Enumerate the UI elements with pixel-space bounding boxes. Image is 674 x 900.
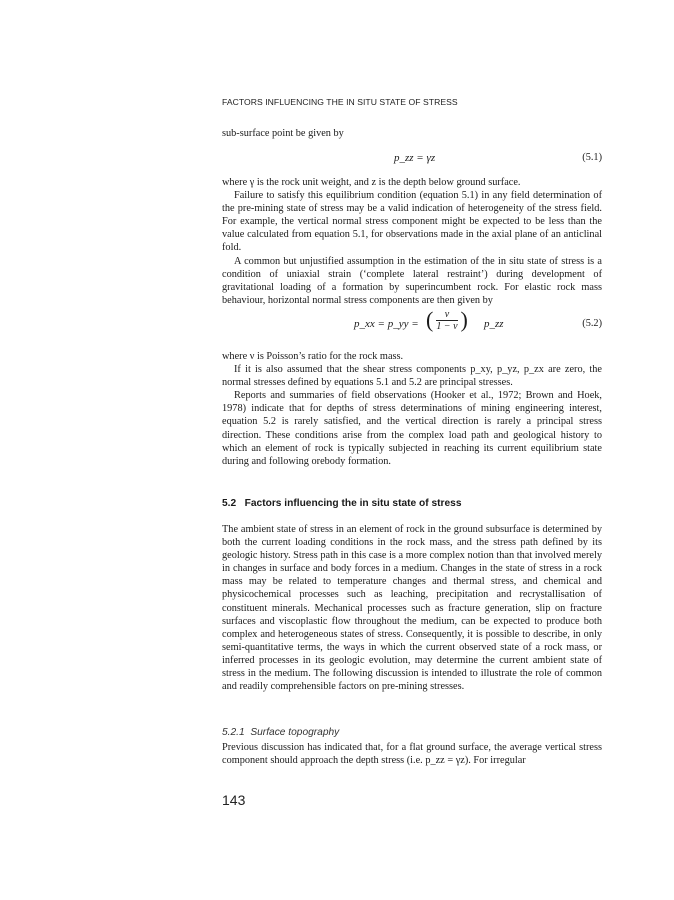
intro-line: sub-surface point be given by bbox=[222, 128, 344, 139]
subsection-number: 5.2.1 bbox=[222, 727, 245, 738]
paragraph-shear: If it is also assumed that the shear stress components p_xy, p_yz, p_zx are zero, the normal stresses defined by equations 5.1 and 5.2 are principal stresses. bbox=[222, 364, 602, 389]
equation-5-2-numerator: ν bbox=[436, 309, 457, 321]
equation-5-2-denominator: 1 − ν bbox=[436, 320, 458, 332]
equation-5-2 bbox=[222, 307, 602, 341]
paragraph-reports: Reports and summaries of field observations (Hooker et al., 1972; Brown and Hoek, 1978) indicate that for depths of stress determinations of mining engineering interest, equation 5.2 is rarely satisfied, and the vertical direction is rarely a principal stress direction. These conditions arise from the complex load path and geological history to which an element of rock is typically subjected in reaching its current equilibrium state during and following orebody formation. bbox=[222, 390, 602, 467]
equation-5-2-lhs: p_xx = p_yy = bbox=[354, 318, 419, 330]
paragraph-block-1 bbox=[222, 176, 602, 307]
paragraph-surface-text: Previous discussion has indicated that, for a flat ground surface, the average vertical stress component should approach the depth stress (i.e. p_zz = γz). For irregular bbox=[222, 742, 602, 767]
page-number: 143 bbox=[222, 792, 246, 808]
equation-5-1-label: (5.1) bbox=[582, 152, 602, 163]
equation-5-2-rhs: p_zz bbox=[484, 318, 504, 330]
subsection-heading bbox=[222, 727, 339, 738]
section-heading bbox=[222, 498, 461, 509]
paragraph-poisson: where ν is Poisson’s ratio for the rock mass. bbox=[222, 351, 404, 362]
paragraph-ambient-state bbox=[222, 523, 602, 693]
equation-5-1-expression: p_zz = γz bbox=[394, 152, 436, 164]
paragraph-surface-topography bbox=[222, 741, 602, 767]
section-number: 5.2 bbox=[222, 498, 237, 509]
paragraph-common-assumption: A common but unjustified assumption in the estimation of the in situ state of stress is a condition of uniaxial strain (‘complete lateral restraint’) during development of gravitational loading of a formation by superincumbent rock. For elastic rock mass behaviour, horizontal normal stress components are then given by bbox=[222, 255, 602, 306]
paragraph-ambient-text: The ambient state of stress in an element of rock in the ground subsurface is determined by both the current loading conditions in the rock mass, and the stress path defined by its geologic history. Stress path in this case is a more complex notion than that involved merely in changes in surface and body forces in a medium. Changes in the state of stress in a rock mass may be related to temperature changes and thermal stress, and chemical and physicochemical processes such as leaching, precipitation and recrystallisation of constituent minerals. Mechanical processes such as fracture generation, slip on fracture surfaces and viscoplastic flow throughout the medium, can be expected to produce both complex and heterogeneous states of stress. Consequently, it is possible to describe, in only semi-quantitative terms, the ways in which the current observed state of a rock mass, or inferred processes in its geologic evolution, may determine the current ambient state of stress in the medium. The following discussion is intended to illustrate the role of common and readily comprehensible factors on pre-mining stresses. bbox=[222, 524, 602, 693]
paragraph-block-2 bbox=[222, 350, 602, 468]
paragraph-failure: Failure to satisfy this equilibrium condition (equation 5.1) in any field determination of the pre-mining state of stress may be a valid indication of heterogeneity of the stress field. For example, the vertical normal stress component might be expected to be less than the value calculated from equation 5.1, for observations made in the axial plane of an anticlinal fold. bbox=[222, 190, 602, 254]
equation-5-1 bbox=[222, 152, 602, 172]
subsection-title: Surface topography bbox=[250, 727, 340, 738]
equation-5-2-label: (5.2) bbox=[582, 318, 602, 329]
paragraph-where-gamma: where γ is the rock unit weight, and z is the depth below ground surface. bbox=[222, 177, 521, 188]
equation-5-2-fraction: ( $\frac{\nu}{1 - \nu}$ ) bbox=[426, 307, 468, 332]
section-title: Factors influencing the in situ state of stress bbox=[244, 498, 462, 509]
running-header: FACTORS INFLUENCING THE IN SITU STATE OF STRESS bbox=[222, 97, 458, 107]
